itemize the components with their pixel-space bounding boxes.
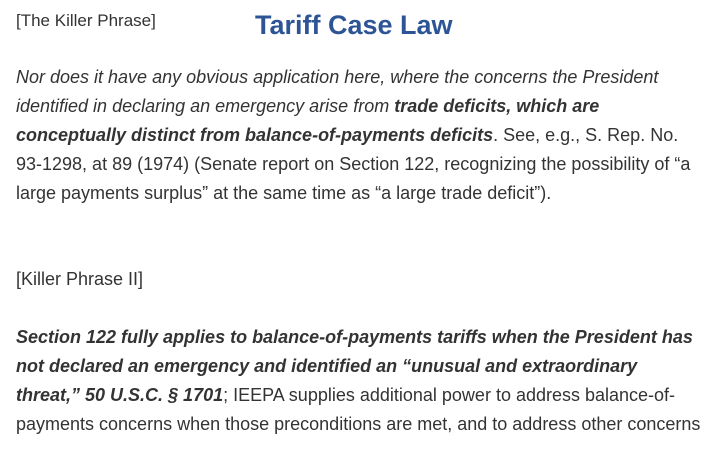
- quote-paragraph-2: [16, 323, 706, 439]
- section-tag-killer-phrase: [The Killer Phrase]: [16, 11, 156, 30]
- quote-1-citation: . See, e.g., S. Rep. No. 93-1298, at 89 (1974) (Senate report on Section 122, recognizing the possibility of “a large payments surplus” at the same time as “a large trade deficit”).: [16, 125, 691, 203]
- quote-1-emphasis: trade deficits, which are conceptually distinct from balance-of-payments deficits: [16, 96, 600, 145]
- header: [16, 6, 706, 46]
- section-tag-killer-phrase-ii: [Killer Phrase II]: [16, 269, 144, 289]
- page-title: Tariff Case Law: [255, 10, 453, 40]
- quote-paragraph-1: [16, 63, 706, 208]
- quote-1-italic-lead: Nor does it have any obvious application here, where the concerns the President identified in declaring an emergency arise from: [16, 67, 659, 116]
- quote-2-rest: ; IEEPA supplies additional power to address balance-of-payments concerns when those preconditions are met, and to address other concerns: [16, 385, 701, 434]
- quote-2-emphasis: Section 122 fully applies to balance-of-payments tariffs when the President has not declared an emergency and identified an “unusual and extraordinary threat,” 50 U.S.C. § 1701: [16, 327, 693, 405]
